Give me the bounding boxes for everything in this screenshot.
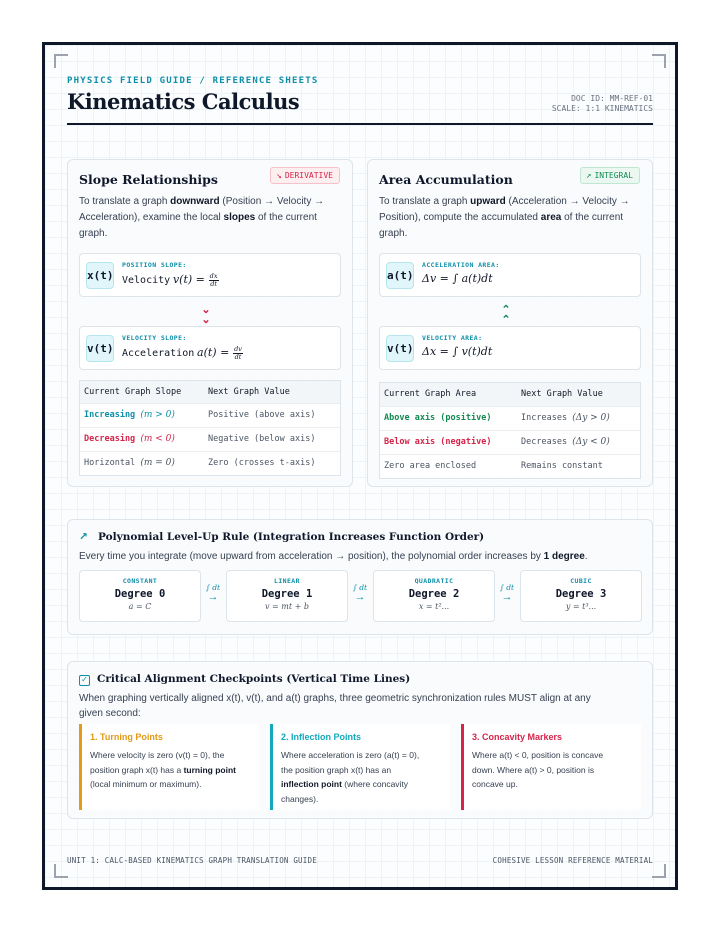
- acceleration-area-formula: [379, 253, 641, 297]
- function-badge: v(t): [86, 335, 114, 362]
- header-kicker: PHYSICS FIELD GUIDE / REFERENCE SHEETS: [67, 76, 319, 86]
- degree-card-quadratic: QUADRATIC Degree 2 x = t²...: [373, 570, 495, 622]
- slope-card: [67, 159, 353, 487]
- arrow-down-right-icon: ↘: [276, 171, 282, 181]
- arrow-right-icon: →: [354, 591, 366, 603]
- area-card-description: To translate a graph upward (Acceleration → Velocity → Position), compute the accumulated area of the current graph.: [379, 196, 630, 239]
- table-row: Above axis (positive) Increases (Δy > 0): [380, 406, 640, 430]
- checkpoint-body: Where velocity is zero (v(t) = 0), the position graph x(t) has a turning point (local minimum or maximum).: [90, 750, 236, 789]
- slope-card-description: To translate a graph downward (Position → Velocity → Acceleration), examine the local slopes of the current graph.: [79, 196, 325, 239]
- integral-arrow: ∫ dt →: [497, 583, 517, 603]
- fraction: $\frac{dx}{dt}$: [209, 272, 218, 288]
- degree-card-linear: LINEAR Degree 1 v = mt + b: [226, 570, 348, 622]
- table-row: Horizontal (m = 0) Zero (crosses t-axis): [80, 451, 340, 475]
- arrow-right-icon: →: [501, 591, 513, 603]
- corner-mark: [652, 864, 666, 878]
- derivative-tag: [270, 167, 340, 184]
- fraction: $\frac{dv}{dt}$: [234, 345, 242, 361]
- checkpoint-turning-points: 1. Turning Points Where velocity is zero (v(t) = 0), the position graph x(t) has a turning point (local minimum or maximum).: [79, 724, 259, 810]
- arrow-right-icon: →: [207, 591, 219, 603]
- formula-expression: Δx = ∫ v(t)dt: [422, 345, 493, 358]
- table-row: Decreasing (m < 0) Negative (below axis): [80, 427, 340, 451]
- function-badge: x(t): [86, 262, 114, 289]
- chevron-up-icon: ⌃ ⌃: [501, 304, 511, 326]
- polynomial-rule-section: [67, 519, 653, 635]
- chevron-down-icon: ⌄ ⌄: [201, 304, 211, 326]
- checkpoints-description: When graphing vertically aligned x(t), v(t), and a(t) graphs, three geometric synchronization rules MUST align at any given second:: [79, 693, 591, 719]
- velocity-area-formula: [379, 326, 641, 370]
- function-badge: v(t): [386, 335, 414, 362]
- doc-meta: [552, 94, 653, 114]
- formula-label: VELOCITY SLOPE:: [122, 334, 187, 342]
- checkpoints-title: ✓ Critical Alignment Checkpoints (Vertical Time Lines): [79, 673, 410, 686]
- integral-tag: [580, 167, 640, 184]
- area-card-title: Area Accumulation: [379, 172, 513, 187]
- reference-sheet: [42, 42, 678, 890]
- page-title: Kinematics Calculus: [67, 89, 300, 114]
- table-row: Below axis (negative) Decreases (Δy < 0): [380, 430, 640, 454]
- header-rule: [67, 123, 653, 125]
- degree-card-cubic: CUBIC Degree 3 y = t³...: [520, 570, 642, 622]
- area-card: [367, 159, 653, 487]
- formula-label: ACCELERATION AREA:: [422, 261, 500, 269]
- table-header: Current Graph Area Next Graph Value: [380, 383, 640, 406]
- alignment-checkpoints-section: [67, 661, 653, 819]
- integral-arrow: ∫ dt →: [350, 583, 370, 603]
- degree-card-constant: CONSTANT Degree 0 a = C: [79, 570, 201, 622]
- checkpoint-body: Where acceleration is zero (a(t) = 0), the position graph x(t) has an inflection point (where concavity changes).: [281, 750, 420, 804]
- trending-up-icon: ↗: [79, 531, 88, 543]
- corner-mark: [652, 54, 666, 68]
- footer-right: COHESIVE LESSON REFERENCE MATERIAL: [492, 856, 653, 865]
- area-table: [379, 382, 641, 479]
- doc-scale: SCALE: 1:1 KINEMATICS: [551, 104, 653, 113]
- checkbox-icon: ✓: [79, 675, 90, 686]
- integral-tag-label: INTEGRAL: [594, 171, 633, 180]
- checkpoint-inflection-points: 2. Inflection Points Where acceleration is zero (a(t) = 0), the position graph x(t) has an inflection point (where concavity changes).: [270, 724, 450, 810]
- formula-label: POSITION SLOPE:: [122, 261, 187, 269]
- formula-expression: Velocity v(t) = $\frac{dx}{dt}$: [122, 272, 218, 288]
- doc-id: DOC ID: MM-REF-01: [571, 94, 653, 103]
- slope-card-title: Slope Relationships: [79, 172, 218, 187]
- corner-mark: [54, 54, 68, 68]
- table-row: Increasing (m > 0) Positive (above axis): [80, 403, 340, 427]
- position-slope-formula: [79, 253, 341, 297]
- polynomial-rule-title: ↗ Polynomial Level-Up Rule (Integration Increases Function Order): [79, 531, 485, 543]
- derivative-tag-label: DERIVATIVE: [284, 171, 333, 180]
- slope-table: [79, 380, 341, 476]
- checkpoint-concavity-markers: 3. Concavity Markers Where a(t) < 0, position is concave down. Where a(t) > 0, position is concave up.: [461, 724, 641, 810]
- velocity-slope-formula: [79, 326, 341, 370]
- footer-left: UNIT 1: CALC-BASED KINEMATICS GRAPH TRANSLATION GUIDE: [67, 856, 317, 865]
- function-badge: a(t): [386, 262, 414, 289]
- arrow-up-right-icon: ↗: [586, 171, 592, 181]
- table-header: Current Graph Slope Next Graph Value: [80, 381, 340, 403]
- formula-expression: Acceleration a(t) = $\frac{dv}{dt}$: [122, 345, 242, 361]
- checkpoint-body: Where a(t) < 0, position is concave down. Where a(t) > 0, position is concave up.: [472, 750, 604, 789]
- polynomial-rule-description: Every time you integrate (move upward from acceleration → position), the polynomial order increases by 1 degree.: [79, 551, 588, 562]
- integral-arrow: ∫ dt →: [203, 583, 223, 603]
- table-row: Zero area enclosed Remains constant: [380, 454, 640, 478]
- corner-mark: [54, 864, 68, 878]
- formula-expression: Δv = ∫ a(t)dt: [422, 272, 493, 285]
- formula-label: VELOCITY AREA:: [422, 334, 483, 342]
